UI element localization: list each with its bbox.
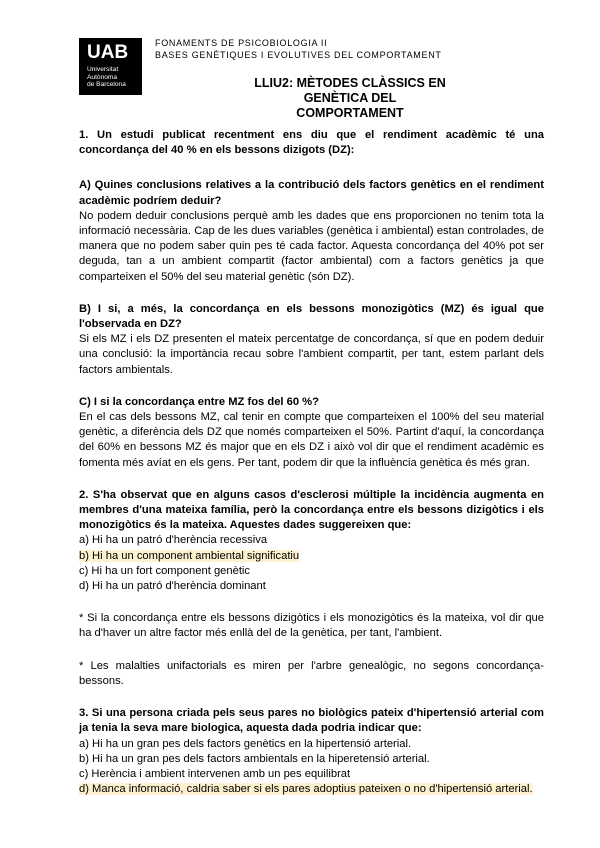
lesson-title: LLIU2: MÈTODES CLÀSSICS EN GENÈTICA DEL COMPORTAMENT (254, 76, 446, 120)
question-1c: C) I si la concordança entre MZ fos del 60 %? (79, 395, 319, 408)
highlighted-answer: d) Manca informació, caldria saber si els pares adoptius pateixen o no d'hipertensió arterial. (79, 783, 533, 796)
option-2b (79, 549, 544, 564)
answer-1c: En el cas dels bessons MZ, cal tenir en compte que comparteixen el 100% del seu material genètic, a diferència dels DZ que només comparteixen el 50%. Partint d'aquí, la concordança del 60% en bessons MZ és major que en els DZ i això vol dir que el rendiment acadèmic es fomenta més avíat en els gens. Per tant, podem dir que la influència genètica és més gran. (79, 411, 544, 469)
option-3b: b) Hi ha un gran pes dels factors ambientals en la hiperetensió arterial. (79, 752, 430, 765)
option-2c: c) Hi ha un fort component genètic (79, 564, 251, 577)
answer-1a: No podem deduir conclusions perquè amb les dades que ens proporcionen no tenim tota la informació necessària. Cap de les dues variables (genètica i ambiental) estan controlades, de manera que no podem saber quin pes té cada factor. Aquesta concordança del 40% pot ser deguda, tan a un ambient compartit (factor ambiental) com a factors genètics ja que comparteixen el 50% del seu material genètic (són DZ). (79, 209, 544, 283)
note-2-2: * Les malalties unifactorials es miren per l'arbre genealògic, no segons concordança-bessons. (79, 659, 544, 687)
question-3-title: 3. Si una persona criada pels seus pares no biològics pateix d'hipertensió arterial com ja tenia la seva mare biologica, aquesta dada podria indicar que: (79, 707, 544, 735)
option-2a: a) Hi ha un patró d'herència recessiva (79, 534, 268, 547)
uab-logo (79, 38, 142, 95)
highlighted-answer: b) Hi ha un component ambiental significatiu (79, 549, 300, 562)
document-body (79, 128, 544, 797)
note-2-1: * Si la concordança entre els bessons dizigòtics i els monozigòtics és la mateixa, vol dir que ha d'haver un altre factor més enllà del de la genètica, per tant, l'ambient. (79, 612, 544, 640)
logo-text: Universitat Autònoma de Barcelona (87, 66, 126, 89)
question-2-title: 2. S'ha observat que en alguns casos d'esclerosi múltiple la incidència augmenta en membres d'una mateixa família, però la concordança entre els bessons dizigòtics i els monozigòtics és la mateixa. Aquestes dades suggereixen que: (79, 488, 544, 532)
option-3d (79, 782, 544, 797)
course-name: FONAMENTS DE PSICOBIOLOGIA II (155, 38, 328, 48)
logo-mark: UAB (87, 42, 129, 63)
option-2d: d) Hi ha un patró d'herència dominant (79, 580, 266, 593)
course-subtitle: BASES GENÈTIQUES I EVOLUTIVES DEL COMPORTAMENT (155, 50, 442, 60)
course-header (155, 37, 442, 61)
question-1b: B) I si, a més, la concordança en els bessons monozigòtics (MZ) és igual que l'observada en DZ? (79, 302, 544, 331)
question-1-title: 1. Un estudi publicat recentment ens diu que el rendiment acadèmic té una concordança del 40 % en els bessons dizigots (DZ): (79, 129, 544, 157)
option-3a: a) Hi ha un gran pes dels factors genètics en la hipertensió arterial. (79, 737, 412, 750)
option-3c: c) Herència i ambient intervenen amb un pes equilibrat (79, 767, 351, 780)
answer-1b: Si els MZ i els DZ presenten el mateix percentatge de concordança, sí que en podem deduir una conclusió: la importància recau sobre l'ambient compartit, per tant, estem parlant dels factors ambientals. (79, 333, 544, 376)
question-1a: A) Quines conclusions relatives a la contribució dels factors genètics en el rendiment acadèmic podríem deduir? (79, 179, 544, 207)
